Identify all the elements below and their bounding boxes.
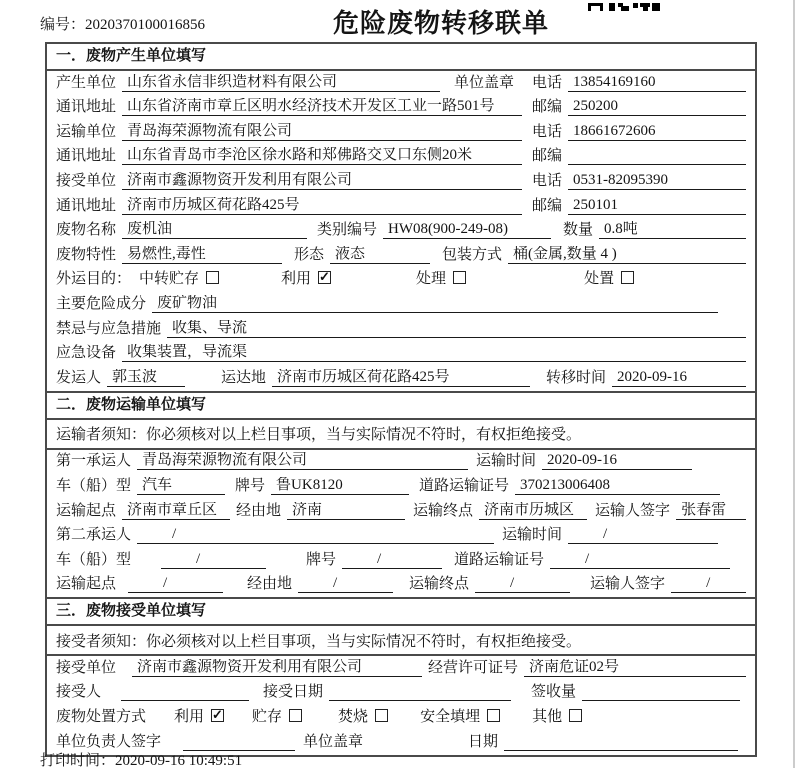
vehicle-type-label: 车（船）型 [56,477,132,494]
receiver-address-row [47,194,755,219]
receiver-unit-row [47,169,755,194]
equipment-value: 收集装置，导流渠 [122,344,746,362]
transfer-date-label: 转移时间 [546,369,607,386]
first-carrier-label: 第一承运人 [56,453,132,470]
transport-unit-value: 青岛海荣源物流有限公司 [122,123,522,141]
purpose-option-label: 中转贮存 [139,271,200,288]
disposal-option-landfill [420,709,500,726]
vehicle1-row [47,474,755,499]
received-amount-label: 签收量 [531,684,577,701]
quantity-value: 0.8吨 [599,221,746,239]
end-value: 济南市历城区 [479,502,587,520]
second-carrier-value: / [137,526,494,544]
waste-trait-value: 易燃性,毒性 [122,246,282,264]
hazard-label: 主要危险成分 [56,295,147,312]
shipper-label: 发运人 [56,369,102,386]
transport-time-label: 运输时间 [475,453,536,470]
disposal-option-other [532,709,582,726]
category-label: 类别编号 [317,222,378,239]
transport-unit-row [47,120,755,145]
responsible-sign-label: 单位负责人签字 [56,733,162,750]
phone-label: 电话 [531,74,562,91]
purpose-option-dispose [584,271,634,288]
producer-address-row [47,96,755,121]
origin-label: 运输起点 [56,502,117,519]
print-time-line [40,749,242,768]
purpose-option-label: 处理 [416,271,447,288]
checkbox-unchecked-icon [206,271,219,284]
first-carrier-row [47,450,755,475]
serial-label: 编号： [40,17,86,33]
receiver-unit-value: 济南市鑫源物资开发利用有限公司 [122,172,522,190]
transporter-notice: 运输者须知：你必须核对以上栏目事项，当与实际情况不符时，有权拒绝接受。 [47,420,755,450]
purpose-option-label: 处置 [584,271,615,288]
transporter-sign-value: 张春雷 [676,502,746,520]
disposal-method-label: 废物处置方式 [56,709,147,726]
producer-phone-value: 13854169160 [568,74,746,92]
second-carrier-row [47,524,755,549]
producer-value: 山东省永信非织造材料有限公司 [122,74,440,92]
receiving-unit-label: 接受单位 [56,659,117,676]
plate-label: 牌号 [306,551,337,568]
taboo-row [47,317,755,342]
transport-address-row [47,145,755,170]
serial-number-line [40,13,205,34]
purpose-option-utilize [281,271,331,288]
receiving-unit-row [47,656,755,681]
received-amount-value [582,700,740,701]
vehicle-type-value: 汽车 [137,477,225,495]
section1-header: 一．废物产生单位填写 [47,44,755,71]
disposal-option-label: 安全填埋 [420,709,481,726]
disposal-option-label: 其他 [532,709,563,726]
road-license-label: 道路运输证号 [419,477,510,494]
destination-value: 济南市历城区荷花路425号 [272,369,530,387]
checkbox-unchecked-icon [375,709,388,722]
checkbox-checked-icon [211,709,224,722]
operating-license-value: 济南危证02号 [524,659,746,677]
date-label: 日期 [468,733,499,750]
zip-label: 邮编 [531,148,562,165]
purpose-option-treat [416,271,466,288]
origin-value: 济南市章丘区 [122,502,230,520]
waste-name-label: 废物名称 [56,222,117,239]
receiver-person-value [121,700,249,701]
waste-trait-label: 废物特性 [56,246,117,263]
shipper-row [47,366,755,391]
road-license-label: 道路运输证号 [454,551,545,568]
via-label: 经由地 [236,502,282,519]
via-value: 济南 [287,502,405,520]
disposal-option-storage [252,709,302,726]
print-time-label: 打印时间： [40,753,116,768]
phone-label: 电话 [531,172,562,189]
transport-unit-label: 运输单位 [56,123,117,140]
receive-date-value [329,700,511,701]
page-title: 危险废物转移联单 [333,9,550,38]
plate-value: 鲁UK8120 [271,477,409,495]
phone-label: 电话 [531,123,562,140]
equipment-label: 应急设备 [56,345,117,362]
producer-row [47,71,755,96]
checkbox-unchecked-icon [569,709,582,722]
transport-zip-value [568,164,746,165]
receiver-notice: 接受者须知：你必须核对以上栏目事项，当与实际情况不符时，有权拒绝接受。 [47,626,755,656]
transporter-sign-label: 运输人签字 [590,576,666,593]
waste-name-row [47,219,755,244]
address-label: 通讯地址 [56,148,117,165]
vehicle2-row [47,548,755,573]
taboo-value: 收集、导流 [167,320,746,338]
disposal-option-label: 贮存 [252,709,283,726]
checkbox-unchecked-icon [453,271,466,284]
transport-time-value: 2020-09-16 [542,452,692,470]
transport-address-value: 山东省青岛市李沧区徐水路和郑佛路交叉口东侧20米 [122,147,522,165]
origin2-value: / [128,575,223,593]
packaging-value: 桶(金属,数量 4 ) [508,246,746,264]
address-label: 通讯地址 [56,99,117,116]
end-label: 运输终点 [413,502,474,519]
checkbox-unchecked-icon [487,709,500,722]
shipper-value: 郭玉波 [107,369,185,387]
receiver-phone-value: 0531-82095390 [568,172,746,190]
purpose-option-transfer-storage [139,271,219,288]
hazard-value: 废矿物油 [152,295,718,313]
quantity-label: 数量 [563,222,594,239]
transporter-sign-label: 运输人签字 [595,502,671,519]
form-label: 形态 [294,246,325,263]
receiving-unit-value: 济南市鑫源物资开发利用有限公司 [132,659,422,677]
receiver-unit-label: 接受单位 [56,172,117,189]
purpose-row [47,268,755,293]
disposal-option-label: 利用 [174,709,205,726]
second-carrier-label: 第二承运人 [56,527,132,544]
vehicle-type2-value: / [161,551,266,569]
first-carrier-value: 青岛海荣源物流有限公司 [137,452,468,470]
packaging-label: 包装方式 [442,246,503,263]
route1-row [47,499,755,524]
receiver-person-row [47,681,755,706]
category-value: HW08(900-249-08) [383,221,551,239]
manifest-form [45,42,757,757]
checkbox-checked-icon [318,271,331,284]
transport-time-label: 运输时间 [501,527,562,544]
producer-label: 产生单位 [56,74,117,91]
page-right-edge [793,0,795,768]
date-value [504,750,738,751]
checkbox-unchecked-icon [289,709,302,722]
transport-time2-value: / [568,526,718,544]
receiver-person-label: 接受人 [56,684,102,701]
address-label: 通讯地址 [56,197,117,214]
plate2-value: / [342,551,442,569]
disposal-method-row [47,705,755,730]
producer-address-value: 山东省济南市章丘区明水经济技术开发区工业一路501号 [122,98,522,116]
disposal-option-label: 焚烧 [338,709,369,726]
waste-trait-row [47,243,755,268]
equipment-row [47,342,755,367]
serial-number: 2020370100016856 [85,17,206,33]
unit-seal-label: 单位盖章 [454,74,515,91]
zip-label: 邮编 [531,197,562,214]
disposal-option-utilize [174,709,224,726]
vehicle-type-label: 车（船）型 [56,551,132,568]
taboo-label: 禁忌与应急措施 [56,320,162,337]
route2-row [47,573,755,598]
checkbox-unchecked-icon [621,271,634,284]
road-license-value: 370213006408 [515,477,720,495]
receive-date-label: 接受日期 [263,684,324,701]
section3-header: 三．废物接受单位填写 [47,597,755,626]
section2-header: 二．废物运输单位填写 [47,391,755,420]
road-license2-value: / [550,551,730,569]
hazard-row [47,292,755,317]
receiver-zip-value: 250101 [568,197,746,215]
receiver-address-value: 济南市历城区荷花路425号 [122,197,522,215]
purpose-option-label: 利用 [281,271,312,288]
end-label: 运输终点 [409,576,470,593]
zip-label: 邮编 [531,99,562,116]
plate-label: 牌号 [235,477,266,494]
transfer-date-value: 2020-09-16 [612,369,746,387]
waste-name-value: 废机油 [122,221,307,239]
print-time-value: 2020-09-16 10:49:51 [115,753,243,768]
transport-phone-value: 18661672606 [568,123,746,141]
qr-code-fragment-icon [588,0,660,9]
purpose-label: 外运目的： [56,271,132,288]
disposal-option-incinerate [338,709,388,726]
via-label: 经由地 [247,576,293,593]
form-value: 液态 [330,246,430,264]
unit-seal-label: 单位盖章 [303,733,364,750]
origin-label: 运输起点 [56,576,117,593]
end2-value: / [475,575,570,593]
via2-value: / [298,575,393,593]
producer-zip-value: 250200 [568,98,746,116]
operating-license-label: 经营许可证号 [428,659,519,676]
destination-label: 运达地 [221,369,267,386]
transporter-sign2-value: / [671,575,746,593]
